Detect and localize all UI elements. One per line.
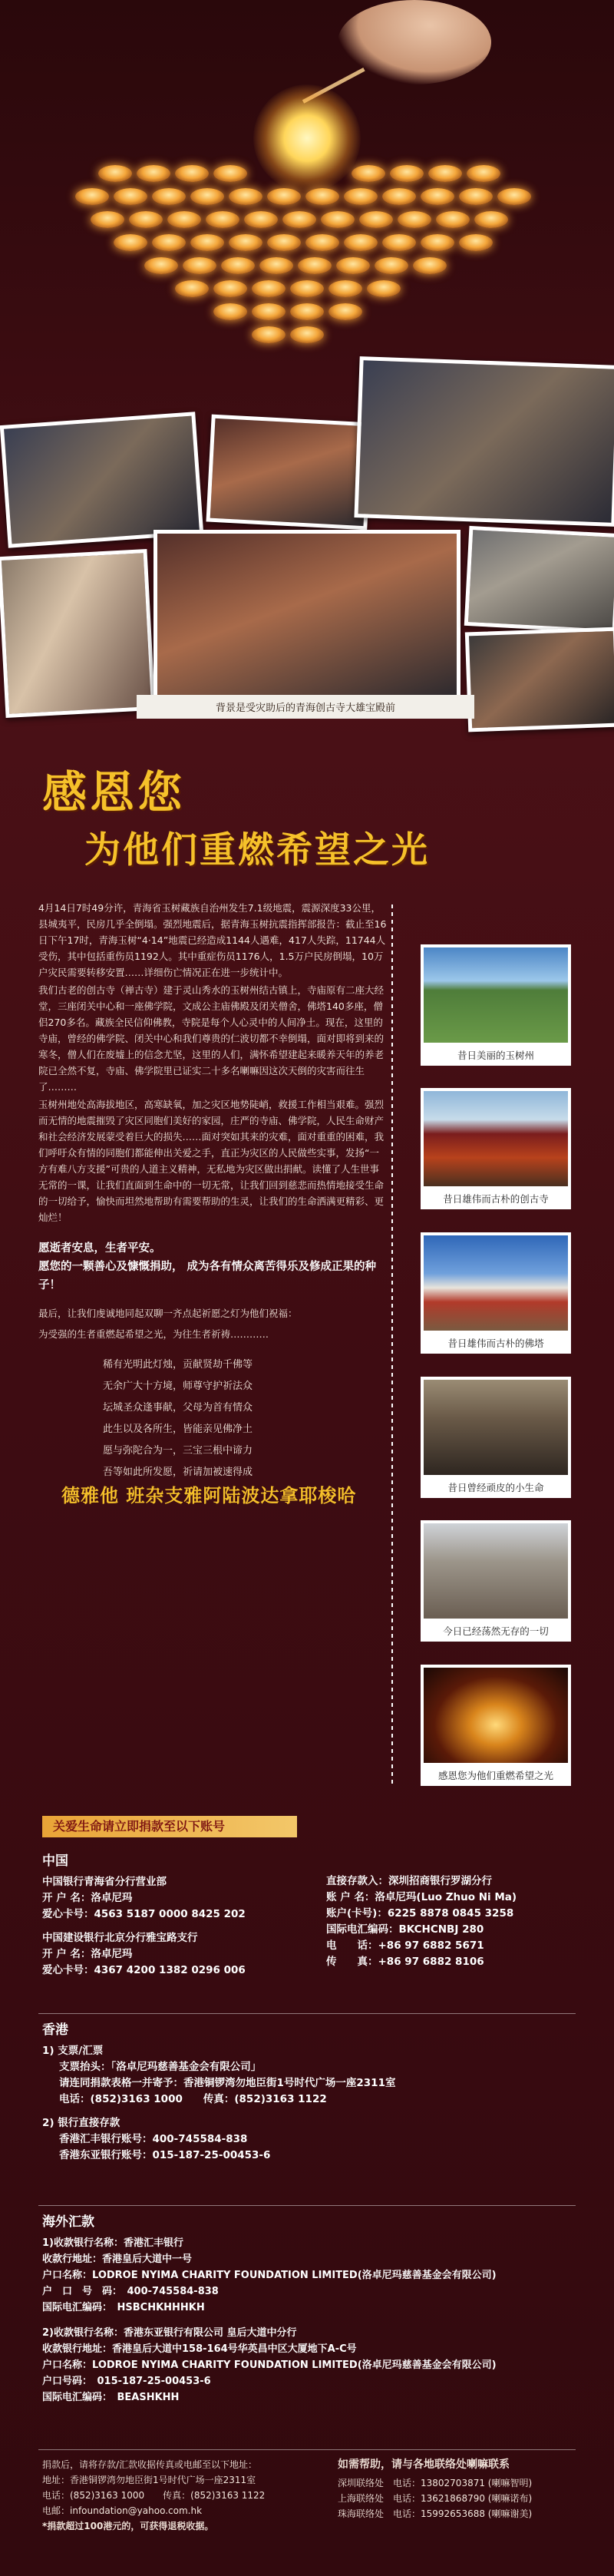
account-name: 户口名称：LODROE NYIMA CHARITY FOUNDATION LIMITED(洛卓尼玛慈善基金会有限公司) (42, 2270, 497, 2281)
candle (267, 234, 301, 251)
article-body (38, 900, 388, 1504)
candle (229, 188, 262, 205)
blessing-line: 愿您的一颗善心及慷慨捐助， 成为各有情众离苦得乐及修成正果的种子！ (38, 1261, 377, 1291)
dotted-divider (391, 904, 393, 1784)
candle (152, 234, 186, 251)
main-photo-caption: 背景是受灾助后的青海创古寺大雄宝殿前 (137, 695, 474, 719)
candle (213, 280, 247, 297)
footer-offices (338, 2457, 583, 2521)
china-accounts (42, 1849, 334, 1979)
bank-address: 收款行地址：香港皇后大道中一号 (42, 2254, 193, 2265)
footer-email: 电邮：infoundation@yahoo.com.hk (42, 2505, 203, 2516)
article-paragraph: 玉树州地处高海拔地区，高寒缺氧，加之灾区地势陡峭，救援工作相当艰难。强烈而无情的地震摧毁了灾区同胞们美好的家园，庄严的寺庙、佛学院，人民生命财产和社会经济发展蒙受着巨大的损失……面对突如其来的灾难，面对重重的困难，我们呼吁众有情的同胞们都能伸出关爱之手，直正为灾区的人民做些实事，发扬“一方有难八方支援”可贵的人道主义精神，无私地为灾区做出捐献。读懂了人生世事无常的一课，让我们直面到生命中的一切无常，让我们回到慈悲而热情地接受生命的一切给予，愉快而坦然地帮助有需要帮助的生灵，让我们的生命洒满更精彩、更灿烂！ (38, 1099, 385, 1223)
headline-line1: 感恩您 (42, 766, 186, 818)
photo-ruins-2 (465, 627, 614, 732)
photo-ruins (421, 1520, 571, 1622)
mail-address: 请连同捐款表格一并寄予：香港铜锣湾勿地臣街1号时代广场一座2311室 (59, 2077, 396, 2089)
candle (344, 234, 378, 251)
account-name: 开 户 名：洛卓尼玛 (42, 1948, 133, 1960)
candle (336, 257, 370, 274)
poem-line: 吾等如此所发愿，祈请加被速得成 (103, 1467, 253, 1478)
divider (38, 2449, 576, 2450)
candle (114, 234, 147, 251)
photo-landscape (421, 944, 571, 1046)
candle (129, 211, 163, 228)
photo-crying-child (354, 356, 614, 527)
candle (175, 280, 209, 297)
bank-name: 2)收款银行名称：香港东亚银行有限公司 皇后大道中分行 (42, 2327, 297, 2339)
cheque-payee: 支票抬头：「洛卓尼玛慈善基金会有限公司」 (59, 2061, 262, 2073)
candle (459, 234, 493, 251)
candle (259, 257, 293, 274)
bea-account: 香港东亚银行账号：015-187-25-00453-6 (59, 2149, 271, 2161)
offices-title: 如需帮助，请与各地联络处喇嘛联系 (338, 2459, 510, 2471)
candle (137, 165, 170, 182)
account-name: 开 户 名：洛卓尼玛 (42, 1892, 133, 1904)
candle (244, 211, 278, 228)
candle (367, 280, 401, 297)
photo-officials-crowd (0, 412, 203, 547)
candle (252, 326, 286, 343)
subsection-title: 2) 银行直接存款 (42, 2117, 120, 2129)
donation-banner: 关爱生命请立即捐款至以下账号 (42, 1816, 297, 1837)
candle (144, 257, 178, 274)
poem-line: 无余广大十方境，师尊守护祈法众 (103, 1381, 253, 1392)
candle (298, 257, 332, 274)
poem-line: 坛城圣众逢事献，父母为首有情众 (103, 1402, 253, 1414)
candle (305, 234, 339, 251)
office-line: 深圳联络处 电话：13802703871 (喇嘛智明) (338, 2478, 533, 2488)
candle (91, 211, 124, 228)
photo-premier-visit (206, 415, 372, 531)
candle (213, 303, 247, 320)
article-paragraph: 我们古老的创古寺（禅古寺）建于灵山秀水的玉树州结古镇上，寺庙原有二座大经堂，三座闭关中心和一座佛学院，文成公主庙佛殿及闭关僧舍，佛塔140多座，僧侣270多名。藏族全民信仰佛教，寺院是每个人心灵中的人间净土。现在，这里的寺庙，曾经的佛学院、闭关中心和我们尊贵的仁波切都不幸倒塌，面对即将到来的寒冬，僧人们在废墟上的信念尤坚，这里的人们，满怀希望建起来暖养天年的养老院已全然不复，寺庙、佛学院里已证实二十多名喇嘛因这次天倒的灾害而往生了……… (38, 984, 385, 1093)
photo-stupa (421, 1232, 571, 1334)
bank-name: 中国建设银行北京分行雅宝路支行 (42, 1932, 198, 1944)
divider (38, 2205, 576, 2206)
side-photo-monastery (421, 1088, 571, 1209)
candle (459, 188, 493, 205)
candle (290, 303, 324, 320)
bank-name: 中国银行青海省分行营业部 (42, 1876, 167, 1888)
heart-flame-glow (253, 84, 361, 192)
photo-children (421, 1377, 571, 1478)
wish-lines (38, 1305, 388, 1342)
candle (290, 280, 324, 297)
candle (421, 188, 454, 205)
candle (398, 211, 431, 228)
card-number: 账户(卡号)：6225 8878 0845 3258 (326, 1907, 514, 1920)
section-title: 海外汇款 (42, 2214, 94, 2230)
footer-line: 电话：(852)3163 1000 传真：(852)3163 1122 (42, 2490, 266, 2501)
side-photo-caption: 昔日雄伟而古朴的创古寺 (421, 1189, 571, 1209)
candle (474, 211, 508, 228)
candle (282, 211, 316, 228)
overseas-accounts (42, 2210, 579, 2406)
card-number: 爱心卡号：4367 4200 1382 0296 006 (42, 1964, 246, 1976)
fax: 传 真：+86 97 6882 8106 (326, 1956, 484, 1968)
footer-line: 捐款后，请将存款/汇款收据传真或电邮至以下地址： (42, 2459, 258, 2470)
candle (321, 211, 355, 228)
deposit-bank: 直接存款入：深圳招商银行罗湖分行 (326, 1875, 492, 1887)
account-name: 户口名称：LODROE NYIMA CHARITY FOUNDATION LIMITED(洛卓尼玛慈善基金会有限公司) (42, 2359, 497, 2371)
blessing-lines (38, 1239, 388, 1295)
candle (190, 188, 224, 205)
poem-line: 稀有光明此灯烛，贡献贤劫千佛等 (103, 1359, 253, 1371)
side-photo-caption: 今日已经荡然无存的一切 (421, 1622, 571, 1642)
candle (152, 188, 186, 205)
swift-code: 国际电汇编码： BEASHKHH (42, 2392, 180, 2403)
hongkong-accounts (42, 2018, 572, 2164)
bank-name: 1)收款银行名称：香港汇丰银行 (42, 2237, 183, 2249)
contact-line: 电话：(852)3163 1000 传真：(852)3163 1122 (59, 2093, 327, 2105)
candle (267, 188, 301, 205)
candle (352, 165, 385, 182)
poem-line: 愿与弥陀合为一，三宝三根中谛力 (103, 1445, 253, 1457)
candle (75, 188, 109, 205)
candle (175, 165, 209, 182)
side-photo-caption: 昔日美丽的玉树州 (421, 1046, 571, 1066)
wish-line: 为受强的生者重燃起希望之光，为往生者祈祷………… (38, 1328, 269, 1340)
candle (428, 165, 462, 182)
prayer-poem (103, 1354, 388, 1483)
side-photo-caption: 昔日雄伟而古朴的佛塔 (421, 1334, 571, 1354)
mantra: 德雅他 班杂支雅阿陆波达拿耶梭哈 (61, 1485, 357, 1506)
candle (436, 211, 470, 228)
candle (229, 234, 262, 251)
candle (375, 257, 408, 274)
candle (167, 211, 201, 228)
section-title: 中国 (42, 1853, 68, 1869)
headline-line2: 为他们重燃希望之光 (84, 829, 430, 871)
blessing-line: 愿逝者安息，生者平安。 (38, 1242, 161, 1255)
poem-line: 此生以及各所生，皆能亲见佛净土 (103, 1424, 253, 1435)
phone: 电 话：+86 97 6882 5671 (326, 1939, 484, 1952)
shenzhen-account (326, 1873, 579, 1970)
subsection-title: 1) 支票/汇票 (42, 2045, 104, 2057)
candle (497, 188, 531, 205)
footer-note: *捐款超过100港元的，可获得退税收据。 (42, 2521, 214, 2531)
candle (221, 257, 255, 274)
candle (114, 188, 147, 205)
candle (413, 257, 447, 274)
side-photo-stupa (421, 1232, 571, 1354)
office-line: 珠海联络处 电话：15992653688 (喇嘛谢美) (338, 2508, 533, 2519)
candle (382, 234, 416, 251)
candle-heart-hero (0, 0, 614, 361)
candle (98, 165, 132, 182)
office-line: 上海联络处 电话：13621868790 (喇嘛诺布) (338, 2493, 533, 2504)
section-title: 香港 (42, 2022, 68, 2038)
candle (213, 165, 247, 182)
divider (38, 2013, 576, 2014)
candle (206, 211, 239, 228)
candle (344, 188, 378, 205)
candle (305, 188, 339, 205)
article-paragraph: 4月14日7时49分许，青海省玉树藏族自治州发生7.1级地震，震源深度33公里，县城夷平，民房几乎全倒塌。强烈地震后，据青海玉树抗震指挥部报告：截止至16日下午17时，青海玉树“4·14”地震已经造成1144人遇难，417人失踪，11744人受伤，其中包括重伤员1192人。其中重症伤员1176人，1.5万户民房倒塌，10万户灾民需要转移安置……详细伤亡情况正在进一步统计中。 (38, 902, 387, 978)
side-photo-caption: 昔日曾经顽皮的小生命 (421, 1478, 571, 1498)
hsbc-account: 香港汇丰银行账号：400-745584-838 (59, 2133, 248, 2145)
photo-main-crowd (154, 530, 460, 699)
footer-contact (42, 2457, 334, 2534)
side-photo-children (421, 1377, 571, 1498)
candle (183, 257, 216, 274)
side-photo-candle (421, 1665, 571, 1786)
candle (390, 165, 424, 182)
account-number: 户 口 号 码： 400-745584-838 (42, 2286, 219, 2297)
swift-code: 国际电汇编码：BKCHCNBJ 280 (326, 1923, 484, 1936)
candle (190, 234, 224, 251)
candle (290, 326, 324, 343)
photo-candle (421, 1665, 571, 1766)
photo-ruins-1 (464, 526, 614, 633)
candle (359, 211, 393, 228)
side-photo-yushu (421, 944, 571, 1066)
swift-code: 国际电汇编码： HSBCHKHHHKH (42, 2302, 205, 2313)
candle (328, 280, 362, 297)
candle (467, 165, 500, 182)
wish-line: 最后，让我们虔诚地同起双聊一齐点起祈愿之灯为他们祝福： (38, 1308, 298, 1319)
footer-line: 地址：香港铜锣湾勿地臣街1号时代广场一座2311室 (42, 2475, 256, 2485)
account-number: 户口号码： 015-187-25-00453-6 (42, 2376, 211, 2387)
candle (382, 188, 416, 205)
side-photo-ruins (421, 1520, 571, 1642)
candle (421, 234, 454, 251)
candle (328, 303, 362, 320)
bank-address: 收款银行地址：香港皇后大道中158-164号华英昌中区大厦地下A-C号 (42, 2343, 357, 2355)
photo-injured-boy (0, 549, 155, 718)
account-name: 账 户 名：洛卓尼玛(Luo Zhuo Ni Ma) (326, 1891, 517, 1903)
photo-monastery (421, 1088, 571, 1189)
candle (252, 280, 286, 297)
candle (252, 303, 286, 320)
card-number: 爱心卡号：4563 5187 0000 8425 202 (42, 1908, 246, 1920)
side-photo-caption: 感恩您为他们重燃希望之光 (421, 1766, 571, 1786)
